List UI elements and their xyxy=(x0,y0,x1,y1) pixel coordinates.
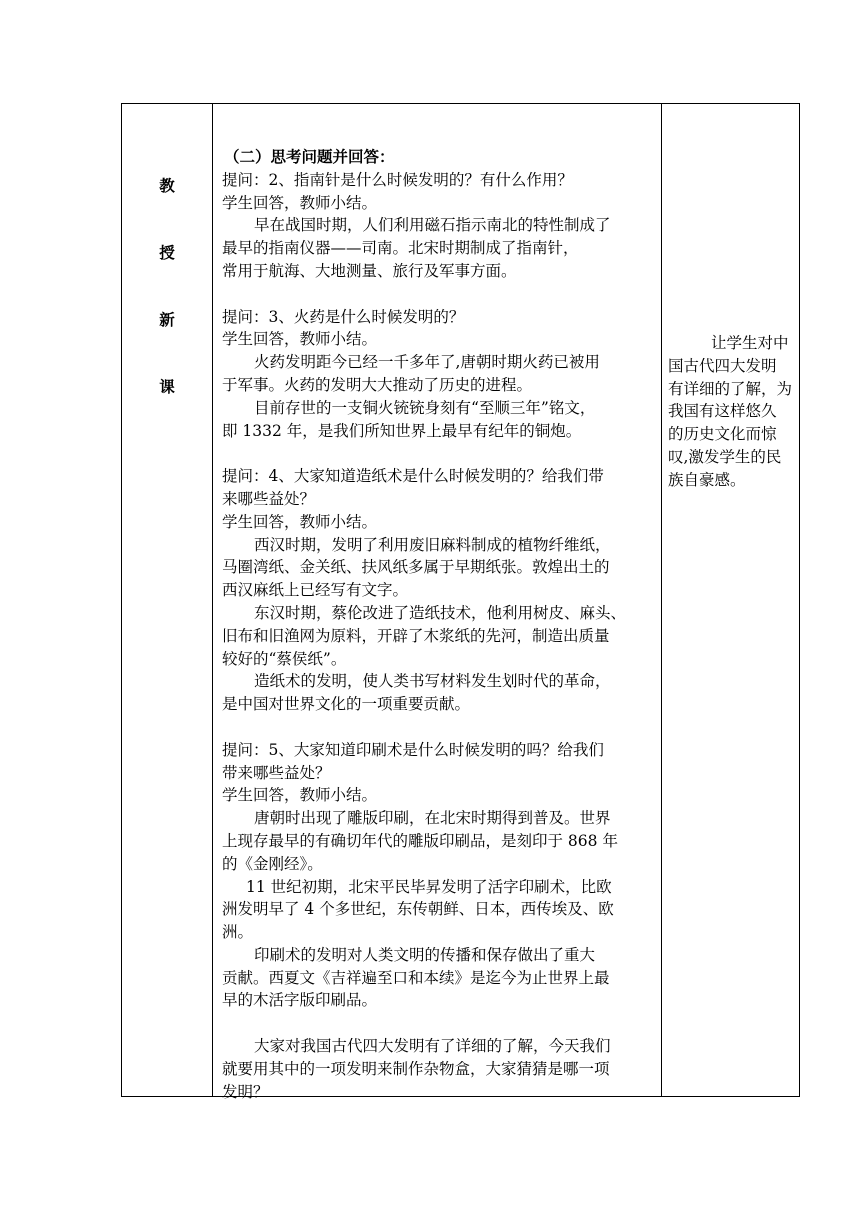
content-line: 11 世纪初期，北宋平民毕昇发明了活字印刷术，比欧 xyxy=(246,877,612,896)
content-line xyxy=(222,442,662,465)
content-line: 上现存最早的有确切年代的雕版印刷品，是刻印于 868 年 xyxy=(222,831,618,850)
content-line: 早在战国时期，人们利用磁石指示南北的特性制成了 xyxy=(254,216,611,235)
content-line xyxy=(222,716,662,739)
design-intent-note xyxy=(668,332,796,492)
note-line: 我国有这样悠久 xyxy=(668,402,777,421)
content-line: 带来哪些益处？ xyxy=(222,763,331,782)
column-divider-stage xyxy=(212,104,213,1096)
content-line: 西汉时期，发明了利用废旧麻料制成的植物纤维纸， xyxy=(254,535,611,554)
content-line: 洲。 xyxy=(222,923,254,942)
content-line: 早的木活字版印刷品。 xyxy=(222,991,378,1010)
content-line: 学生回答，教师小结。 xyxy=(222,193,378,212)
content-line: 贡献。西夏文《吉祥遍至口和本续》是迄今为止世界上最 xyxy=(222,968,610,987)
note-line: 叹,激发学生的民 xyxy=(668,447,782,466)
content-line: 东汉时期，蔡伦改进了造纸技术，他利用树皮、麻头、 xyxy=(254,603,627,622)
content-line: 最早的指南仪器——司南。北宋时期制成了指南针， xyxy=(222,239,579,258)
content-line: 旧布和旧渔网为原料，开辟了木浆纸的先河，制造出质量 xyxy=(222,626,610,645)
content-line: 的《金刚经》。 xyxy=(222,854,323,873)
content-line: 于军事。火药的发明大大推动了历史的进程。 xyxy=(222,375,533,394)
content-line: 常用于航海、大地测量、旅行及军事方面。 xyxy=(222,261,517,280)
teaching-content xyxy=(222,146,662,1103)
content-line: 印刷术的发明对人类文明的传播和保存做出了重大 xyxy=(254,945,596,964)
content-line: 是中国对世界文化的一项重要贡献。 xyxy=(222,695,471,714)
content-line xyxy=(222,283,662,306)
content-line xyxy=(222,1012,662,1035)
content-line: 马圈湾纸、金关纸、扶风纸多属于早期纸张。敦煌出土的 xyxy=(222,558,610,577)
content-line: （二）思考问题并回答： xyxy=(224,147,395,166)
content-line: 来哪些益处？ xyxy=(222,489,316,508)
content-line: 就要用其中的一项发明来制作杂物盒，大家猜猜是哪一项 xyxy=(222,1059,610,1078)
content-line: 西汉麻纸上已经写有文字。 xyxy=(222,581,409,600)
stage-char-4: 课 xyxy=(159,377,175,396)
note-line: 有详细的了解，为 xyxy=(668,379,793,398)
content-line: 学生回答，教师小结。 xyxy=(222,330,378,349)
content-line: 学生回答，教师小结。 xyxy=(222,512,378,531)
content-line: 提问：2、指南针是什么时候发明的？有什么作用？ xyxy=(222,170,573,189)
stage-char-2: 授 xyxy=(159,243,175,262)
note-line: 的历史文化而惊 xyxy=(668,425,777,444)
content-line: 造纸术的发明，使人类书写材料发生划时代的革命， xyxy=(254,672,611,691)
lesson-plan-table xyxy=(121,103,800,1101)
content-line: 即 1332 年，是我们所知世界上最早有纪年的铜炮。 xyxy=(222,421,582,440)
content-line: 学生回答，教师小结。 xyxy=(222,786,378,805)
note-line: 让学生对中 xyxy=(711,334,789,352)
content-line: 洲发明早了 4 个多世纪，东传朝鲜、日本，西传埃及、欧 xyxy=(222,900,614,919)
content-line: 唐朝时出现了雕版印刷，在北宋时期得到普及。世界 xyxy=(254,809,611,828)
content-line: 大家对我国古代四大发明有了详细的了解，今天我们 xyxy=(254,1037,611,1056)
content-line: 提问：5、大家知道印刷术是什么时候发明的吗？给我们 xyxy=(222,740,604,759)
note-line: 族自豪感。 xyxy=(668,470,746,489)
content-line: 发明？ xyxy=(222,1082,269,1101)
content-line: 较好的“蔡侯纸”。 xyxy=(222,649,347,668)
content-line: 提问：4、大家知道造纸术是什么时候发明的？给我们带 xyxy=(222,467,604,486)
content-line: 目前存世的一支铜火铳铳身刻有“至顺三年”铭文， xyxy=(254,398,596,417)
stage-char-1: 教 xyxy=(159,176,175,195)
content-line: 火药发明距今已经一千多年了,唐朝时期火药已被用 xyxy=(254,353,600,372)
note-line: 国古代四大发明 xyxy=(668,356,777,375)
stage-char-3: 新 xyxy=(159,310,175,329)
content-line: 提问：3、火药是什么时候发明的？ xyxy=(222,307,465,326)
